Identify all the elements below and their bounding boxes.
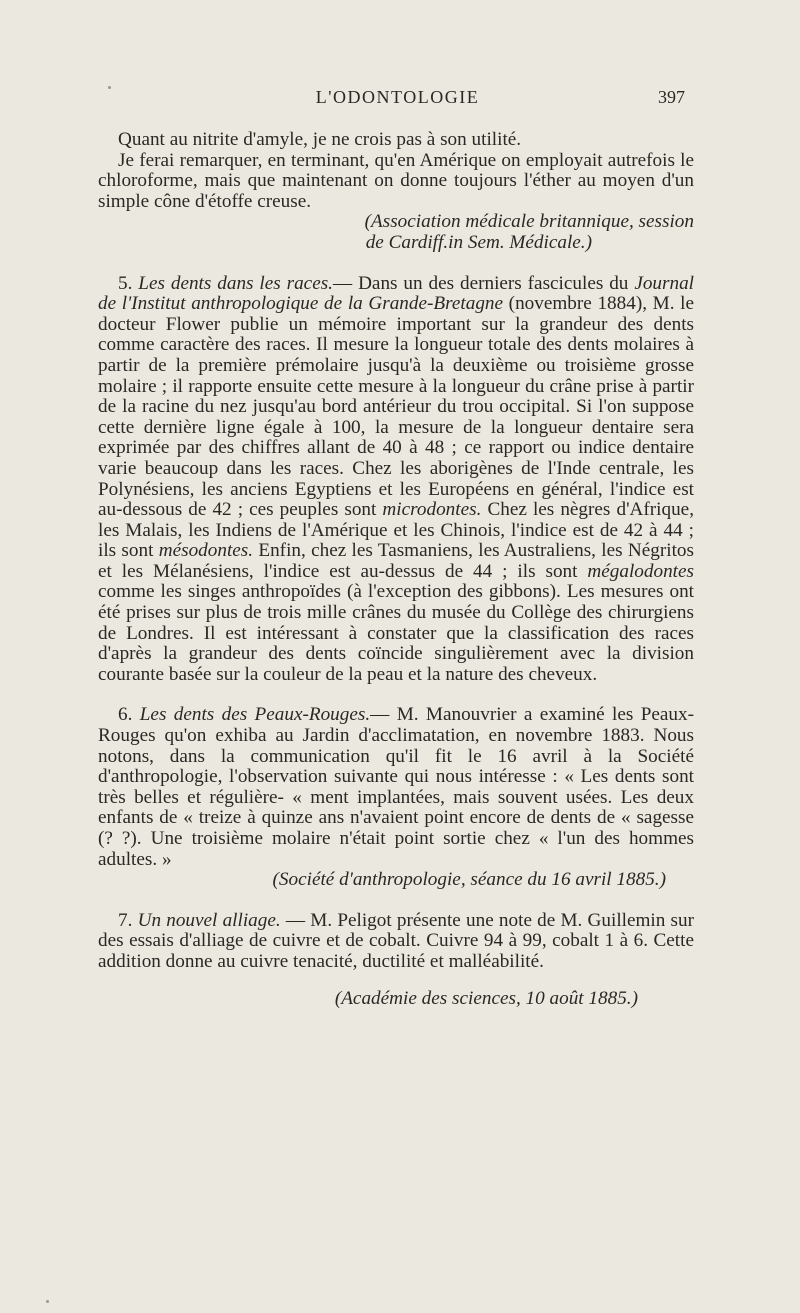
section-5-text-b: Chez les nègres d'Afrique, les Malais, les Indiens de l'Amérique et les Chinois, l'indice est de 42 à 44 ; ils sont	[98, 499, 694, 562]
page-header	[110, 87, 685, 113]
section-7-citation	[98, 989, 694, 1010]
section-5-paragraph	[98, 274, 694, 686]
section-6-citation-text: (Société d'anthropologie, séance du 16 avril 1885.)	[272, 869, 666, 891]
paper-speck	[46, 1300, 49, 1303]
section-7-number: 7.	[118, 909, 133, 931]
term-microdontes: microdontes.	[382, 499, 482, 521]
section-5-number: 5.	[118, 272, 133, 294]
section-5-text-a: (novembre 1884), M. le docteur Flower publie un mémoire important sur la grandeur des dents comme caractère des races. Il mesure la longueur totale des dents molaires à partir de la première prémolaire jusqu'à la deuxième ou troisième grosse molaire ; il rapporte ensuite cette mesure à la longueur du crâne prise à partir de la racine du nez jusqu'au bord antérieur du trou occipital. Si l'on suppose cette dernière ligne égale à 100, la mesure de la longueur dentaire sera exprimée par des chiffres allant de 40 à 48 ; ce rapport ou indice dentaire varie beaucoup dans les races. Chez les aborigènes de l'Inde centrale, les Polynésiens, les anciens Egyptiens et les Européens en général, l'indice est au-dessous de 42 ; ces peuples sont	[98, 293, 694, 521]
section-6-text: — M. Manouvrier a examiné les Peaux-Rouges qu'on exhiba au Jardin d'acclimatation, en novembre 1883. Nous notons, dans la communication qu'il fit le 16 avril à la Société d'anthropologie, l'observation suivante qui nous intéresse : « Les dents sont très belles et régulière- « ment implantées, mais souvent usées. Les deux enfants de « treize à quinze ans n'avaient point encore de dents de « sagesse (? ?). Une troisième molaire n'était point sortie chez « l'un des hommes adultes. »	[98, 704, 694, 870]
section-7-paragraph	[98, 911, 694, 973]
term-megalodontes: mégalodontes	[587, 560, 694, 582]
section-5-dash: — Dans un des derniers fascicules du	[332, 272, 635, 294]
spacer	[98, 254, 694, 274]
section-6-number: 6.	[118, 704, 133, 726]
paper-speck	[108, 86, 111, 89]
spacer	[98, 973, 694, 989]
section-5-title: Les dents dans les races.	[138, 272, 333, 294]
intro-paragraph-2: Je ferai remarquer, en terminant, qu'en Amérique on employait autrefois le chloroforme, mais que maintenant on donne toujours l'éther au moyen d'un simple cône d'étoffe creuse.	[98, 149, 694, 212]
intro-citation-line-1: (Association médicale britannique, session	[364, 211, 694, 233]
spacer	[98, 891, 694, 911]
section-7-title: Un nouvel alliage.	[137, 909, 281, 931]
body-text	[98, 130, 694, 1009]
section-7-text: — M. Peligot présente une note de M. Guillemin sur des essais d'alliage de cuivre et de cobalt. Cuivre 94 à 99, cobalt 1 à 6. Cette addition donne au cuivre tenacité, ductilité et malléabilité.	[98, 909, 694, 972]
intro-paragraph-1: Quant au nitrite d'amyle, je ne crois pas à son utilité.	[118, 129, 522, 150]
spacer	[98, 685, 694, 705]
section-6-paragraph	[98, 705, 694, 870]
section-5-journal: Journal de l'Institut anthropologique de la Grande-Bretagne	[98, 272, 695, 315]
page-number: 397	[658, 87, 685, 107]
running-title: L'ODONTOLOGIE	[315, 87, 480, 107]
intro-citation	[98, 212, 694, 253]
section-6-citation	[98, 870, 694, 891]
section-6-title: Les dents des Peaux-Rouges.	[139, 704, 371, 726]
section-5-text-d: comme les singes anthropoïdes (à l'exception des gibbons). Les mesures ont été prises sur plus de trois mille crânes du musée du Collège des chirurgiens de Londres. Il est intéressant à constater que la classification des races d'après la grandeur des dents coïncide singulièrement avec la division courante basée sur la couleur de la peau et la nature des cheveux.	[98, 581, 694, 685]
term-mesodontes: mésodontes.	[158, 540, 254, 562]
section-7-citation-text: (Académie des sciences, 10 août 1885.)	[334, 987, 638, 1009]
section-5-text-c: Enfin, chez les Tasmaniens, les Australiens, les Négritos et les Mélanésiens, l'indice est au-dessus de 44 ; ils sont	[98, 540, 694, 582]
intro-citation-line-2: de Cardiff.in Sem. Médicale.)	[365, 231, 592, 253]
